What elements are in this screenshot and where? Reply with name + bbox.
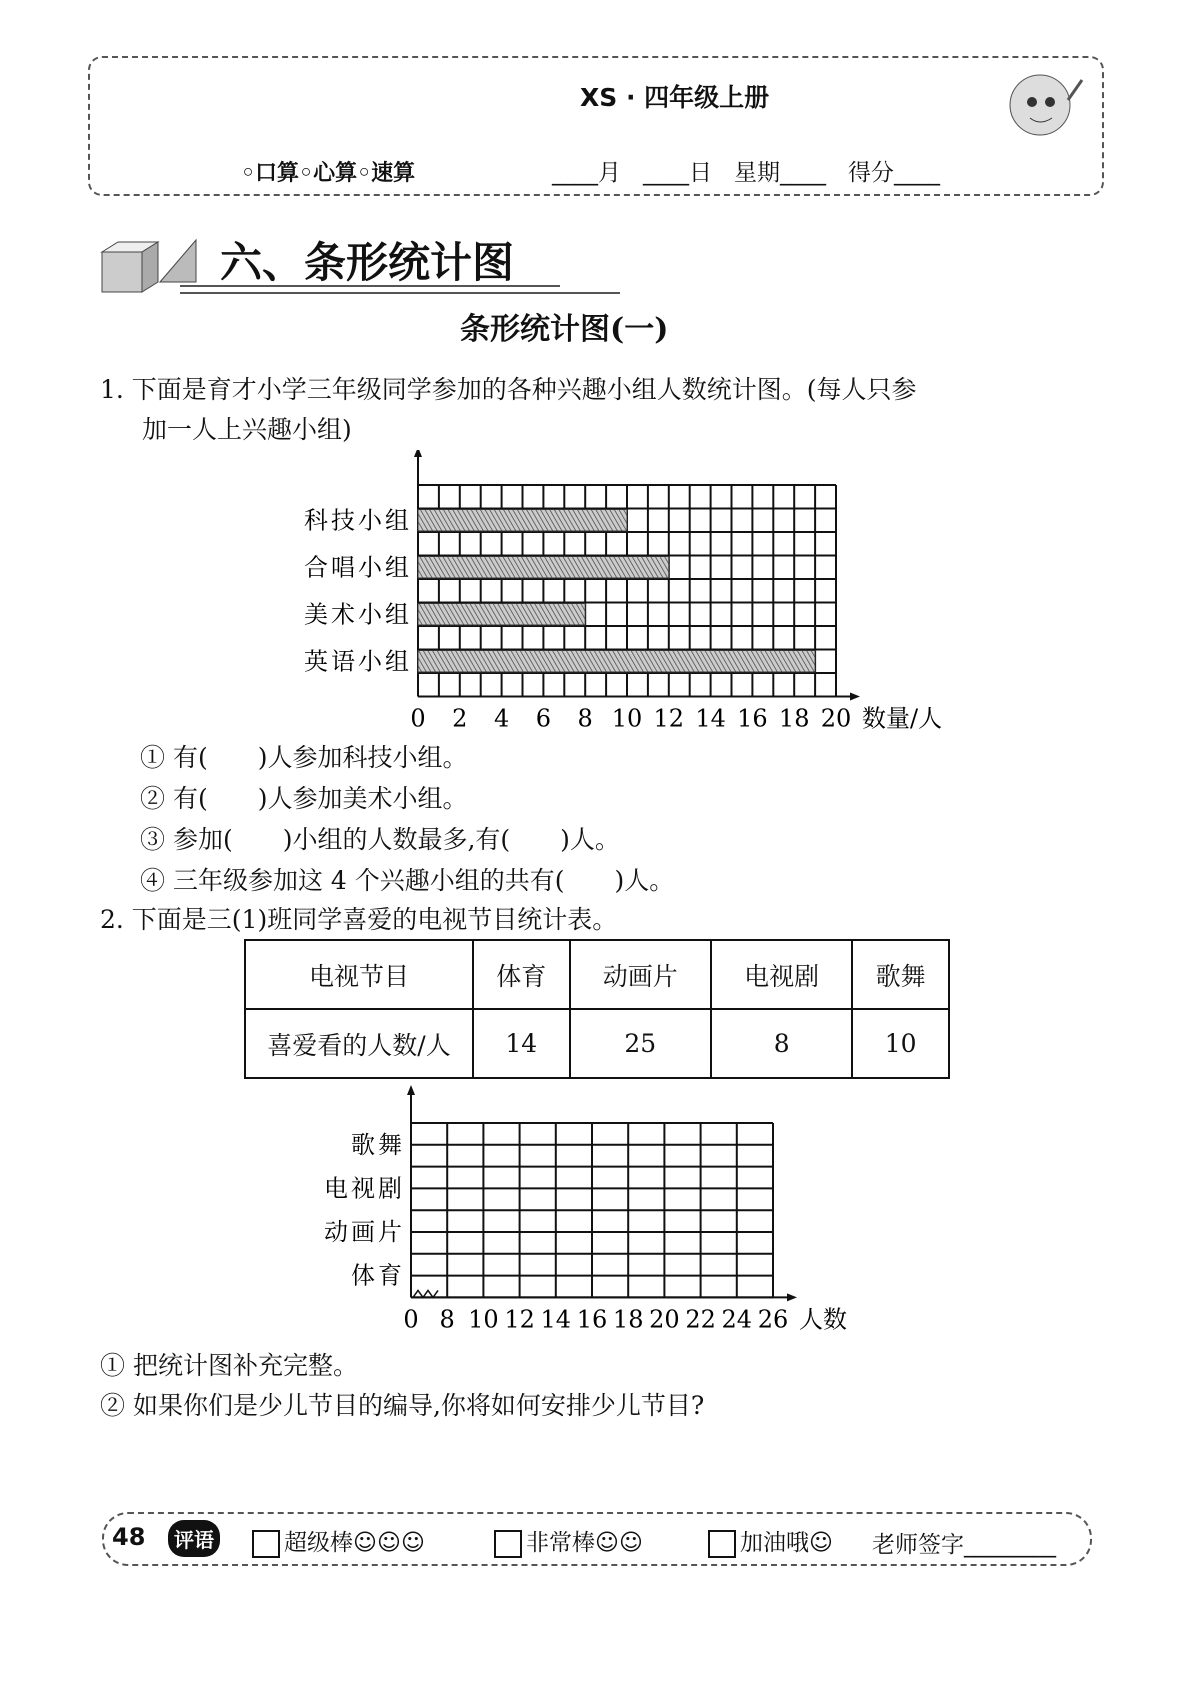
comment-badge: 评语 [168,1520,220,1557]
x-tick-label: 14 [540,1305,572,1334]
table-cell: 10 [852,1009,949,1078]
cube-icon [98,222,198,302]
x-axis-label: 数量/人 [862,704,943,733]
bar [418,510,627,532]
category-label: 歌舞 [351,1130,405,1159]
bar [418,604,585,626]
q1-sub-1: ① 有( )人参加科技小组。 [140,743,468,772]
x-tick-label: 12 [504,1305,535,1334]
checkbox[interactable] [494,1530,522,1558]
table-header-row [245,940,949,1009]
category-label: 体育 [351,1261,405,1290]
x-axis-arrow-icon [787,1293,797,1301]
x-tick-label: 24 [721,1305,753,1334]
tv-program-table [244,939,950,1079]
q1-text: 1. 下面是育才小学三年级同学参加的各种兴趣小组人数统计图。(每人只参 [100,375,917,404]
x-tick-label: 26 [757,1305,789,1334]
table-cell: 8 [711,1009,852,1078]
teacher-signature[interactable]: 老师签字________ [872,1532,1056,1558]
page-number: 48 [112,1523,146,1551]
title-underline-2 [180,292,620,294]
table-row [245,1009,949,1078]
table-header: 电视节目 [245,940,473,1009]
category-label: 科技小组 [304,506,412,535]
x-tick-label: 10 [468,1305,499,1334]
category-label: 电视剧 [324,1174,405,1203]
unit-title: 六、条形统计图 [220,238,515,287]
x-tick-label: 16 [737,704,768,733]
x-tick-label: 8 [577,704,593,733]
bar [418,651,815,673]
x-tick-label: 18 [778,704,810,733]
option-great[interactable] [494,1524,643,1558]
category-label: 英语小组 [304,647,412,676]
x-tick-label: 22 [685,1305,716,1334]
month-field[interactable]: ____月 [552,160,621,186]
x-tick-label: 10 [611,704,643,733]
x-tick-label: 14 [695,704,726,733]
title-underline [180,285,560,287]
x-tick-label: 20 [820,704,852,733]
date-score-line [552,154,940,187]
x-tick-label: 0 [403,1305,419,1334]
x-axis-label: 人数 [799,1305,847,1334]
q1-sub-3: ③ 参加( )小组的人数最多,有( )人。 [140,825,620,854]
lesson-title: 条形统计图(一) [460,312,669,347]
q2-sub-1: ① 把统计图补充完整。 [100,1351,358,1380]
day-field[interactable]: ____日 [643,160,712,186]
x-tick-label: 2 [452,704,468,733]
x-axis-arrow-icon [850,693,860,701]
y-axis-arrow-icon [414,450,422,457]
x-tick-label: 0 [410,704,426,733]
table-cell: 14 [473,1009,570,1078]
q2-text: 2. 下面是三(1)班同学喜爱的电视节目统计表。 [100,905,618,934]
mascot-icon [1000,60,1090,160]
checkbox[interactable] [252,1530,280,1558]
option-keep-going[interactable] [708,1524,833,1558]
checkbox[interactable] [708,1530,736,1558]
y-axis-arrow-icon [407,1085,415,1095]
x-tick-label: 20 [649,1305,680,1334]
axis-break-icon [413,1290,438,1297]
category-label: 动画片 [324,1218,405,1246]
category-label: 美术小组 [304,600,412,629]
q2-sub-2: ② 如果你们是少儿节目的编导,你将如何安排少儿节目? [100,1391,705,1420]
table-header: 体育 [473,940,570,1009]
option-super[interactable] [252,1524,425,1558]
tv-program-chart[interactable] [300,1085,920,1340]
q1-sub-2: ② 有( )人参加美术小组。 [140,784,468,813]
practice-label: ◦口算◦心算◦速算 [241,161,416,186]
x-tick-label: 18 [612,1305,644,1334]
book-label: XS · 四年级上册 [580,83,770,112]
bar [418,557,669,579]
q1-text-cont: 加一人上兴趣小组) [142,415,352,444]
category-label: 合唱小组 [304,553,412,582]
x-tick-label: 6 [535,704,552,733]
table-cell: 25 [570,1009,711,1078]
option-label: 非常棒☺☺ [526,1530,643,1556]
table-row-label: 喜爱看的人数/人 [245,1009,473,1078]
option-label: 超级棒☺☺☺ [284,1530,425,1556]
option-label: 加油哦☺ [740,1530,833,1556]
score-field[interactable]: 得分____ [848,160,940,186]
table-header: 动画片 [570,940,711,1009]
weekday-field[interactable]: 星期____ [734,160,826,186]
x-tick-label: 12 [653,704,685,733]
x-tick-label: 4 [493,704,510,733]
interest-group-chart [270,450,960,735]
x-tick-label: 8 [439,1305,455,1334]
q1-sub-4: ④ 三年级参加这 4 个兴趣小组的共有( )人。 [140,866,675,895]
table-header: 歌舞 [852,940,949,1009]
table-header: 电视剧 [711,940,852,1009]
x-tick-label: 16 [576,1305,608,1334]
